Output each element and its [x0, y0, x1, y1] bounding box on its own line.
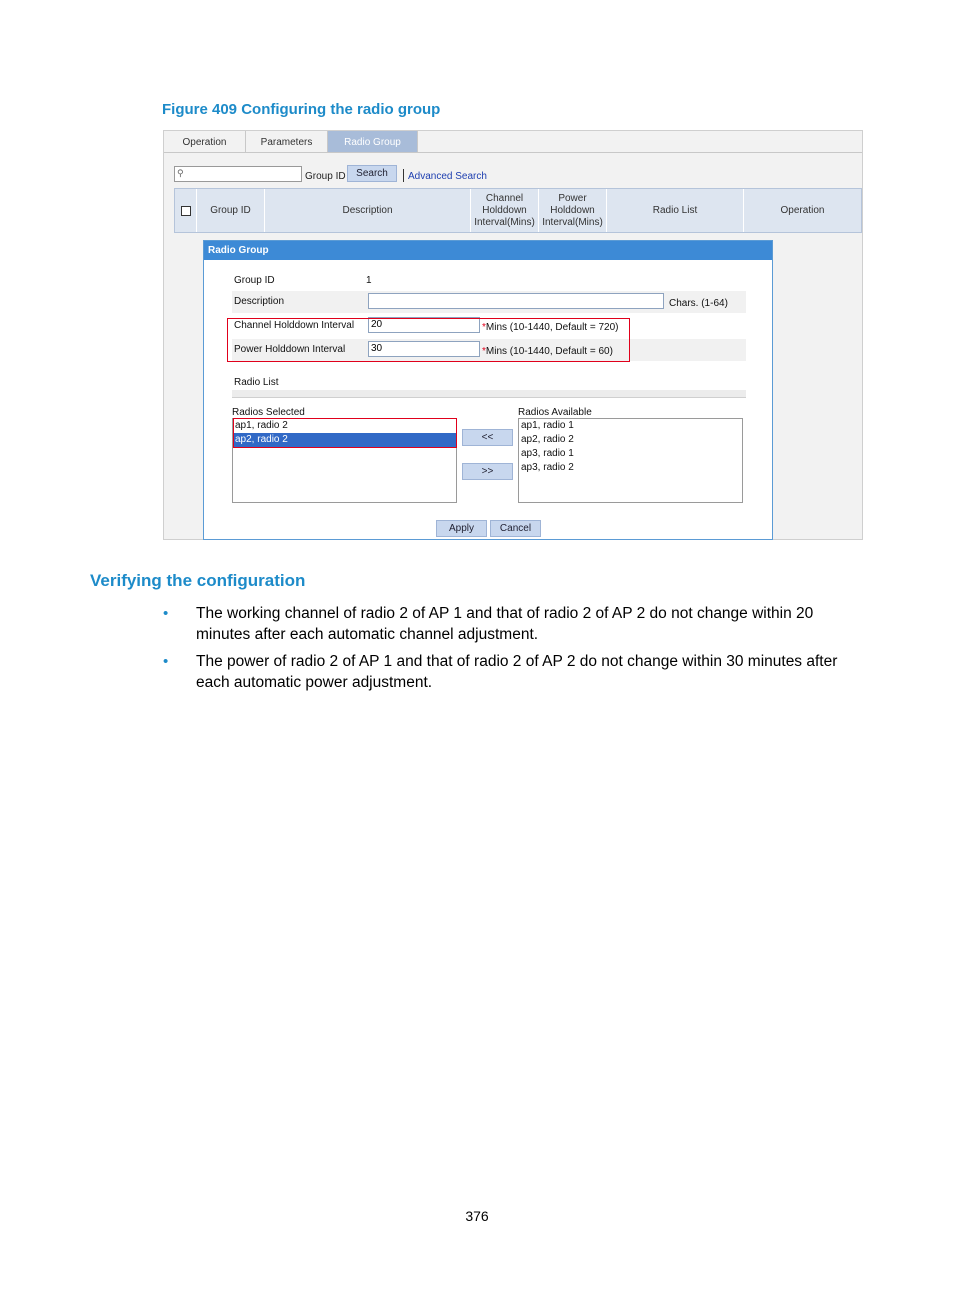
list-item[interactable]: ap1, radio 2: [235, 420, 288, 431]
figure-caption: Figure 409 Configuring the radio group: [162, 101, 441, 118]
select-all-checkbox[interactable]: [181, 206, 191, 216]
tab-operation[interactable]: Operation: [164, 131, 246, 152]
power-holddown-hint-text: Mins (10-1440, Default = 60): [485, 346, 613, 357]
tab-parameters[interactable]: Parameters: [246, 131, 328, 152]
list-item[interactable]: ap3, radio 2: [521, 462, 574, 473]
required-mark: *: [482, 322, 486, 333]
search-icon: ⚲: [177, 168, 184, 178]
power-holddown-label: Power Holddown Interval: [234, 344, 346, 355]
move-left-button[interactable]: <<: [462, 429, 513, 446]
description-hint: Chars. (1-64): [669, 298, 728, 309]
dialog-title: Radio Group: [204, 241, 772, 260]
divider: [403, 169, 404, 182]
description-row: [232, 291, 746, 313]
selected-highlight-box: [233, 418, 457, 448]
apply-button[interactable]: Apply: [436, 520, 487, 537]
bullet-marker: •: [163, 605, 169, 622]
list-item[interactable]: ap2, radio 2: [233, 433, 456, 447]
required-mark: *: [482, 346, 486, 357]
group-id-label: Group ID: [234, 275, 275, 286]
search-button[interactable]: Search: [347, 165, 397, 182]
channel-holddown-label: Channel Holddown Interval: [234, 320, 355, 331]
bullet-text: The power of radio 2 of AP 1 and that of radio 2 of AP 2 do not change within 30 minutes after each automatic power adjustment.: [196, 653, 838, 691]
cancel-button[interactable]: Cancel: [490, 520, 541, 537]
col-description[interactable]: Description: [265, 189, 471, 232]
page-number: 376: [465, 1208, 489, 1224]
highlight-box: [227, 318, 630, 362]
list-item[interactable]: ap3, radio 1: [521, 448, 574, 459]
group-id-value: 1: [366, 275, 372, 286]
tab-radio-group[interactable]: Radio Group: [328, 131, 418, 152]
radios-available-list[interactable]: [518, 418, 743, 503]
channel-holddown-hint-text: Mins (10-1440, Default = 720): [485, 322, 619, 333]
col-group-id[interactable]: Group ID: [197, 189, 265, 232]
power-holddown-field[interactable]: 30: [368, 341, 480, 357]
radio-group-dialog: [203, 240, 773, 540]
channel-holddown-field[interactable]: 20: [368, 317, 480, 333]
group-id-row: [232, 270, 746, 292]
search-field-label: Group ID: [305, 171, 346, 182]
bullet-text: The working channel of radio 2 of AP 1 and that of radio 2 of AP 2 do not change within 20 minutes after each automatic channel adjustment.: [196, 605, 814, 643]
col-channel-holddown[interactable]: Channel Holddown Interval(Mins): [471, 189, 539, 232]
radios-available-label: Radios Available: [518, 407, 592, 418]
col-power-holddown[interactable]: Power Holddown Interval(Mins): [539, 189, 607, 232]
screenshot-figure: [163, 130, 863, 540]
move-right-button[interactable]: >>: [462, 463, 513, 480]
advanced-search-link[interactable]: Advanced Search: [408, 171, 487, 182]
search-input[interactable]: [174, 166, 302, 182]
col-radio-list[interactable]: Radio List: [607, 189, 744, 232]
description-field[interactable]: [368, 293, 664, 309]
list-item[interactable]: ap1, radio 1: [521, 420, 574, 431]
radio-list-divider: [232, 390, 746, 398]
radios-selected-label: Radios Selected: [232, 407, 305, 418]
description-label: Description: [234, 296, 285, 307]
table-header: [174, 188, 862, 233]
tab-bar: [164, 131, 862, 153]
radio-list-label: Radio List: [234, 377, 279, 388]
section-heading: Verifying the configuration: [90, 571, 306, 590]
select-all-cell: [175, 189, 197, 232]
col-operation[interactable]: Operation: [780, 204, 825, 216]
list-item[interactable]: ap2, radio 2: [521, 434, 574, 445]
bullet-marker: •: [163, 653, 169, 670]
